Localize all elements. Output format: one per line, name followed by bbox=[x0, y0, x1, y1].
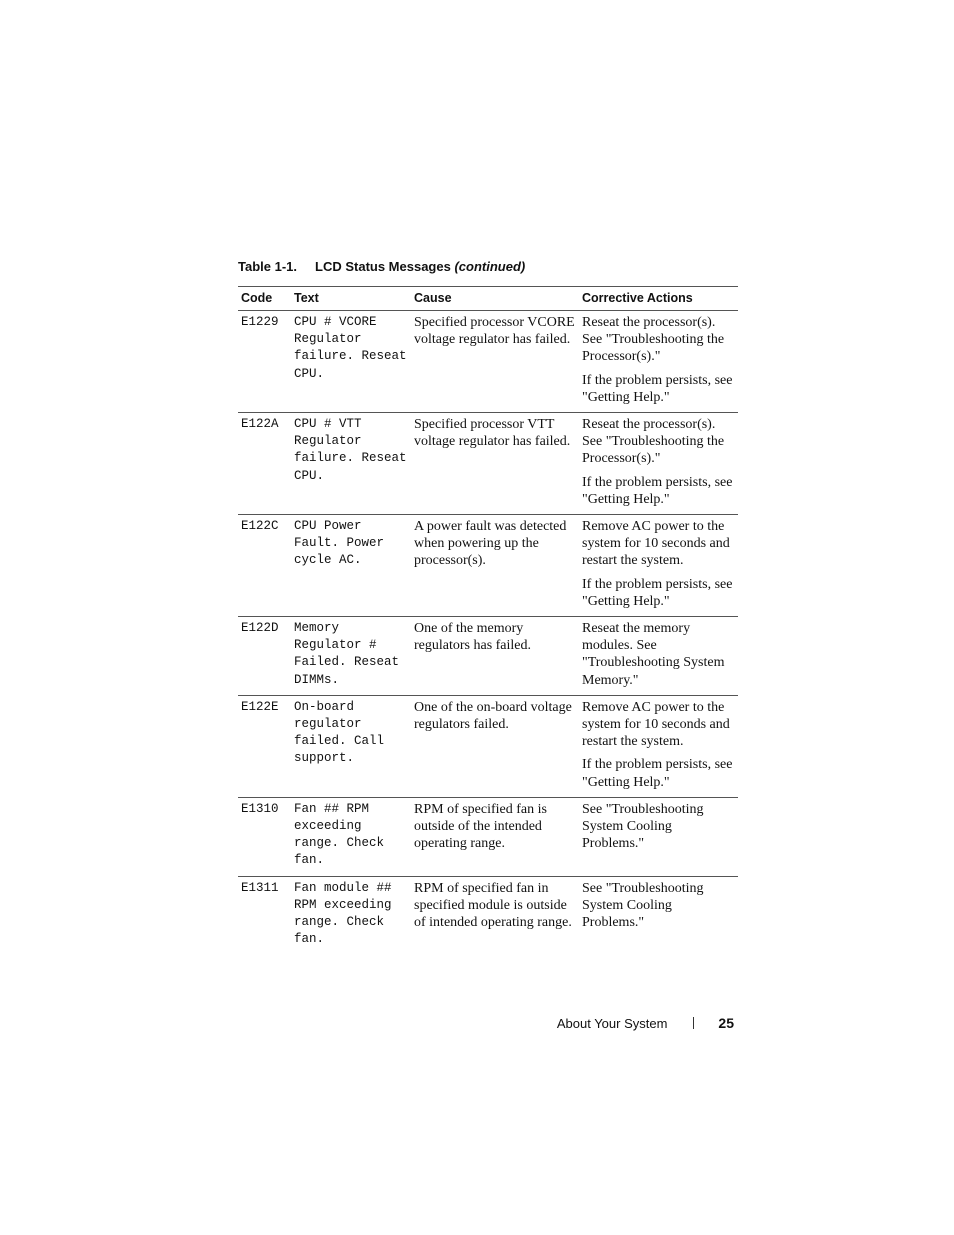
cell-actions bbox=[579, 413, 738, 515]
page-footer bbox=[557, 1015, 734, 1031]
table-row bbox=[238, 797, 738, 876]
table-row bbox=[238, 617, 738, 696]
cell-code: E122A bbox=[238, 413, 291, 515]
cell-cause: A power fault was detected when powering up the processor(s). bbox=[411, 515, 579, 617]
action-paragraph: Remove AC power to the system for 10 seconds and restart the system. bbox=[582, 519, 730, 569]
action-paragraph: If the problem persists, see "Getting Help." bbox=[582, 757, 733, 790]
cell-cause: One of the memory regulators has failed. bbox=[411, 617, 579, 696]
cell-text: On-board regulator failed. Call support. bbox=[291, 695, 411, 797]
table-header-row bbox=[238, 287, 738, 311]
table-row bbox=[238, 695, 738, 797]
cell-text: CPU # VTT Regulator failure. Reseat CPU. bbox=[291, 413, 411, 515]
cell-cause: Specified processor VTT voltage regulator has failed. bbox=[411, 413, 579, 515]
table-row bbox=[238, 876, 738, 954]
table-title: LCD Status Messages bbox=[315, 259, 451, 274]
cell-cause: Specified processor VCORE voltage regulator has failed. bbox=[411, 311, 579, 413]
cell-text: Fan ## RPM exceeding range. Check fan. bbox=[291, 797, 411, 876]
cell-cause: RPM of specified fan is outside of the intended operating range. bbox=[411, 797, 579, 876]
cell-code: E1310 bbox=[238, 797, 291, 876]
cell-code: E122D bbox=[238, 617, 291, 696]
cell-actions bbox=[579, 515, 738, 617]
cell-text: Memory Regulator # Failed. Reseat DIMMs. bbox=[291, 617, 411, 696]
action-paragraph: Reseat the memory modules. See "Troubleshooting System Memory." bbox=[582, 621, 725, 688]
action-paragraph: If the problem persists, see "Getting Help." bbox=[582, 576, 733, 609]
header-cause: Cause bbox=[411, 287, 579, 311]
table-row bbox=[238, 311, 738, 413]
cell-code: E1229 bbox=[238, 311, 291, 413]
cell-code: E122C bbox=[238, 515, 291, 617]
cell-code: E122E bbox=[238, 695, 291, 797]
cell-text: CPU Power Fault. Power cycle AC. bbox=[291, 515, 411, 617]
header-code: Code bbox=[238, 287, 291, 311]
footer-divider bbox=[693, 1017, 694, 1029]
table-continued: (continued) bbox=[454, 259, 526, 274]
header-corrective-actions: Corrective Actions bbox=[579, 287, 738, 311]
action-paragraph: Reseat the processor(s). See "Troubleshooting the Processor(s)." bbox=[582, 315, 725, 365]
header-text: Text bbox=[291, 287, 411, 311]
cell-actions bbox=[579, 695, 738, 797]
table-caption bbox=[238, 259, 525, 274]
action-paragraph: See "Troubleshooting System Cooling Problems." bbox=[582, 801, 704, 852]
cell-actions bbox=[579, 797, 738, 876]
footer-section-title: About Your System bbox=[556, 1016, 668, 1031]
cell-actions bbox=[579, 617, 738, 696]
action-paragraph: If the problem persists, see "Getting Help." bbox=[582, 474, 733, 507]
cell-actions bbox=[579, 876, 738, 954]
cell-cause: RPM of specified fan in specified module is outside of intended operating range. bbox=[414, 880, 572, 931]
action-paragraph: See "Troubleshooting System Cooling Problems." bbox=[582, 880, 704, 931]
cell-code: E1311 bbox=[241, 880, 279, 895]
page-number: 25 bbox=[718, 1015, 734, 1031]
cell-text: CPU # VCORE Regulator failure. Reseat CPU. bbox=[291, 311, 411, 413]
table-number: Table 1-1. bbox=[238, 259, 298, 274]
cell-cause: One of the on-board voltage regulators failed. bbox=[411, 695, 579, 797]
cell-actions bbox=[579, 311, 738, 413]
table-row bbox=[238, 413, 738, 515]
action-paragraph: Reseat the processor(s). See "Troubleshooting the Processor(s)." bbox=[582, 417, 725, 467]
lcd-status-table bbox=[238, 286, 738, 955]
action-paragraph: Remove AC power to the system for 10 seconds and restart the system. bbox=[582, 699, 730, 750]
action-paragraph: If the problem persists, see "Getting Help." bbox=[582, 372, 733, 405]
table-row bbox=[238, 515, 738, 617]
cell-text: Fan module ## RPM exceeding range. Check fan. bbox=[294, 880, 400, 947]
